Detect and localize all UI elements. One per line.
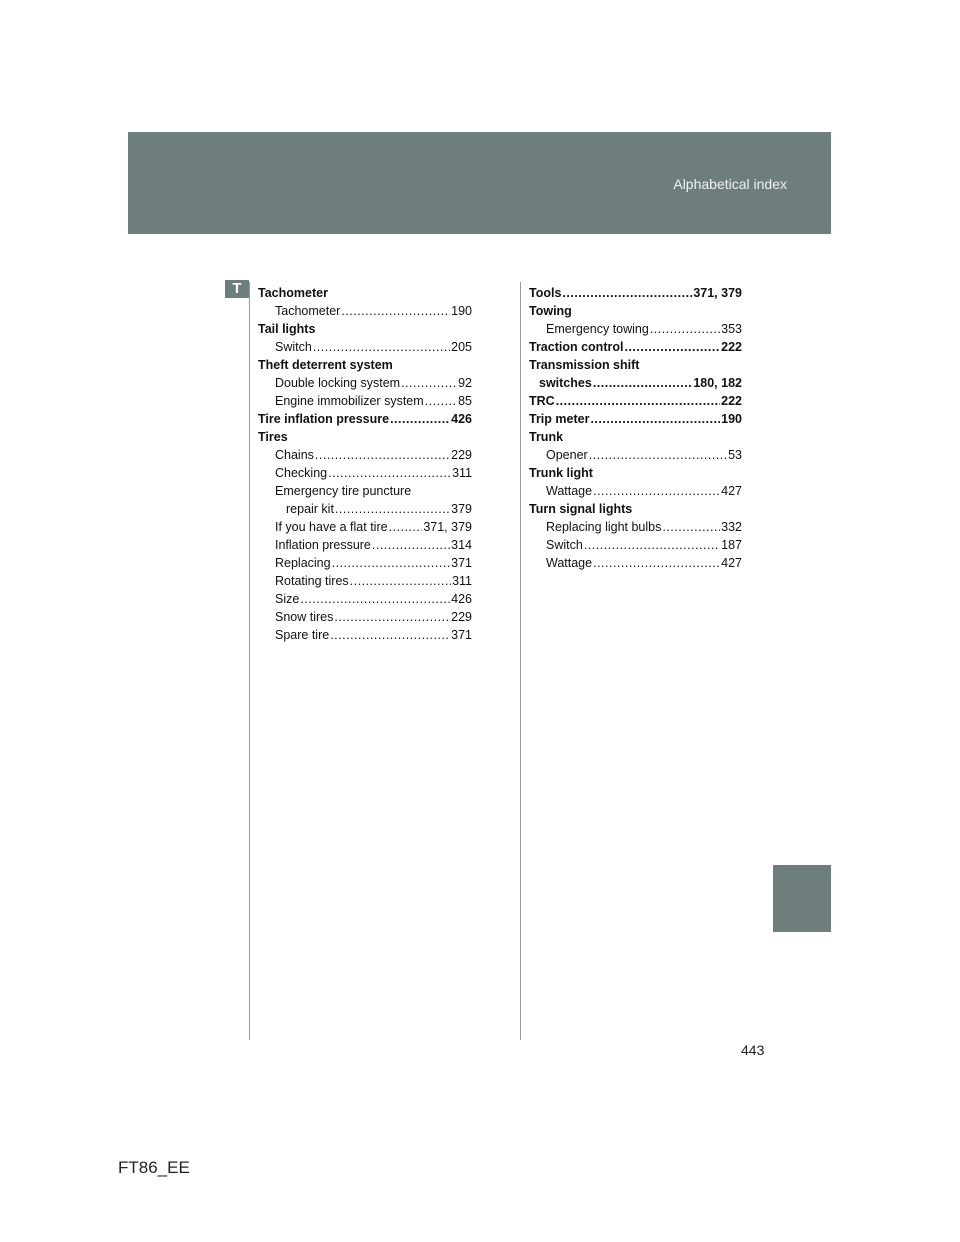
index-entry: [529, 356, 742, 374]
dot-leader: [313, 338, 450, 356]
index-entry-page: 205: [451, 340, 472, 354]
dot-leader: [390, 410, 450, 428]
dot-leader: [335, 500, 450, 518]
index-entry-page: 222: [721, 394, 742, 408]
index-entry-page: 332: [721, 520, 742, 534]
index-entry: [529, 302, 742, 320]
footer-code: FT86_EE: [118, 1158, 190, 1177]
dot-leader: [425, 392, 457, 410]
index-column-1: [258, 284, 472, 644]
index-entry[interactable]: [529, 284, 742, 302]
index-entry[interactable]: [529, 374, 742, 392]
index-entry-label: Tires: [258, 430, 288, 444]
index-entry[interactable]: [529, 446, 742, 464]
index-entry-page: 371: [451, 628, 472, 642]
index-entry-page: 229: [451, 610, 472, 624]
index-entry-label: Chains: [275, 448, 314, 462]
index-entry-page: 229: [451, 448, 472, 462]
index-entry-label: switches: [539, 376, 592, 390]
index-entry-label: repair kit: [286, 502, 334, 516]
index-entry-page: 379: [451, 502, 472, 516]
index-entry-label: Inflation pressure: [275, 538, 371, 552]
index-entry[interactable]: [258, 392, 472, 410]
index-entry-label: Tail lights: [258, 322, 316, 336]
index-entry[interactable]: [529, 392, 742, 410]
index-entry[interactable]: [258, 338, 472, 356]
dot-leader: [624, 338, 720, 356]
index-entry-page: 314: [451, 538, 472, 552]
index-entry-label: Emergency tire puncture: [275, 484, 412, 498]
dot-leader: [389, 518, 423, 536]
dot-leader: [328, 464, 451, 482]
dot-leader: [372, 536, 450, 554]
index-entry-label: Trip meter: [529, 412, 590, 426]
index-entry[interactable]: [258, 608, 472, 626]
index-entry[interactable]: [258, 410, 472, 428]
index-entry-page: 187: [721, 538, 742, 552]
index-entry: [258, 482, 472, 500]
index-entry[interactable]: [529, 320, 742, 338]
dot-leader: [593, 554, 720, 572]
index-entry: [529, 428, 742, 446]
index-entry-page: 53: [728, 448, 742, 462]
dot-leader: [350, 572, 451, 590]
index-entry-page: 371, 379: [423, 520, 472, 534]
index-entry[interactable]: [529, 338, 742, 356]
index-entry-label: Tachometer: [258, 286, 328, 300]
dot-leader: [332, 554, 451, 572]
dot-leader: [401, 374, 457, 392]
index-entry-page: 311: [452, 574, 472, 588]
index-entry-page: 190: [721, 412, 742, 426]
index-entry-page: 371: [451, 556, 472, 570]
index-entry-label: Emergency towing: [546, 322, 649, 336]
index-entry[interactable]: [258, 518, 472, 536]
index-entry-page: 222: [721, 340, 742, 354]
index-entry[interactable]: [529, 536, 742, 554]
index-entry-label: If you have a flat tire: [275, 520, 388, 534]
dot-leader: [341, 302, 450, 320]
index-entry-page: 85: [458, 394, 472, 408]
page-header-band: [128, 132, 831, 234]
index-entry-label: Opener: [546, 448, 588, 462]
index-entry-label: Theft deterrent system: [258, 358, 393, 372]
index-entry[interactable]: [529, 554, 742, 572]
index-entry-label: Trunk: [529, 430, 564, 444]
index-entry[interactable]: [258, 572, 472, 590]
index-entry-page: 92: [458, 376, 472, 390]
dot-leader: [662, 518, 720, 536]
index-entry[interactable]: [258, 464, 472, 482]
index-entry-label: Transmission shift: [529, 358, 640, 372]
section-letter-badge: T: [225, 280, 249, 298]
dot-leader: [334, 608, 450, 626]
index-entry-page: 190: [451, 304, 472, 318]
index-entry-label: Replacing light bulbs: [546, 520, 662, 534]
dot-leader: [650, 320, 720, 338]
index-entry-label: Wattage: [546, 484, 593, 498]
index-entry-page: 426: [451, 412, 472, 426]
index-entry: [529, 464, 742, 482]
dot-leader: [593, 374, 693, 392]
index-entry-label: Switch: [546, 538, 583, 552]
index-entry[interactable]: [258, 626, 472, 644]
dot-leader: [589, 446, 727, 464]
index-entry-label: Tire inflation pressure: [258, 412, 390, 426]
dot-leader: [330, 626, 450, 644]
index-entry-label: Snow tires: [275, 610, 334, 624]
page-number: 443: [741, 1042, 765, 1058]
column-divider-middle: [520, 282, 521, 1040]
index-entry[interactable]: [258, 374, 472, 392]
index-entry-label: Traction control: [529, 340, 624, 354]
index-entry[interactable]: [258, 554, 472, 572]
index-entry: [258, 320, 472, 338]
index-entry-label: Wattage: [546, 556, 593, 570]
dot-leader: [562, 284, 692, 302]
index-column-2: [529, 284, 742, 572]
index-entry-page: 426: [451, 592, 472, 606]
index-entry: [258, 428, 472, 446]
index-entry-label: Spare tire: [275, 628, 330, 642]
index-entry-label: TRC: [529, 394, 555, 408]
index-entry[interactable]: [258, 446, 472, 464]
dot-leader: [300, 590, 450, 608]
dot-leader: [556, 392, 720, 410]
index-entry: [529, 500, 742, 518]
index-entry[interactable]: [258, 500, 472, 518]
index-entry-label: Rotating tires: [275, 574, 349, 588]
index-entry-label: Engine immobilizer system: [275, 394, 424, 408]
index-entry-label: Tachometer: [275, 304, 341, 318]
index-entry-label: Tools: [529, 286, 562, 300]
index-entry-label: Switch: [275, 340, 312, 354]
index-entry-label: Size: [275, 592, 300, 606]
index-entry[interactable]: [529, 482, 742, 500]
chapter-side-tab[interactable]: [773, 865, 831, 932]
index-entry-label: Checking: [275, 466, 328, 480]
index-entry-page: 427: [721, 484, 742, 498]
index-entry-page: 180, 182: [693, 376, 742, 390]
index-entry: [258, 284, 472, 302]
index-entry-label: Trunk light: [529, 466, 593, 480]
index-entry[interactable]: [529, 518, 742, 536]
dot-leader: [584, 536, 720, 554]
column-divider-left: [249, 282, 250, 1040]
dot-leader: [590, 410, 720, 428]
index-entry[interactable]: [258, 590, 472, 608]
index-entry-label: Replacing: [275, 556, 331, 570]
index-entry-page: 371, 379: [693, 286, 742, 300]
index-entry-page: 311: [452, 466, 472, 480]
dot-leader: [593, 482, 720, 500]
index-entry-page: 353: [721, 322, 742, 336]
index-entry[interactable]: [529, 410, 742, 428]
index-entry: [258, 356, 472, 374]
header-title: Alphabetical index: [673, 176, 787, 192]
dot-leader: [315, 446, 450, 464]
index-entry-label: Double locking system: [275, 376, 401, 390]
index-entry-label: Towing: [529, 304, 572, 318]
index-entry[interactable]: [258, 302, 472, 320]
index-entry[interactable]: [258, 536, 472, 554]
index-entry-label: Turn signal lights: [529, 502, 633, 516]
index-entry-page: 427: [721, 556, 742, 570]
